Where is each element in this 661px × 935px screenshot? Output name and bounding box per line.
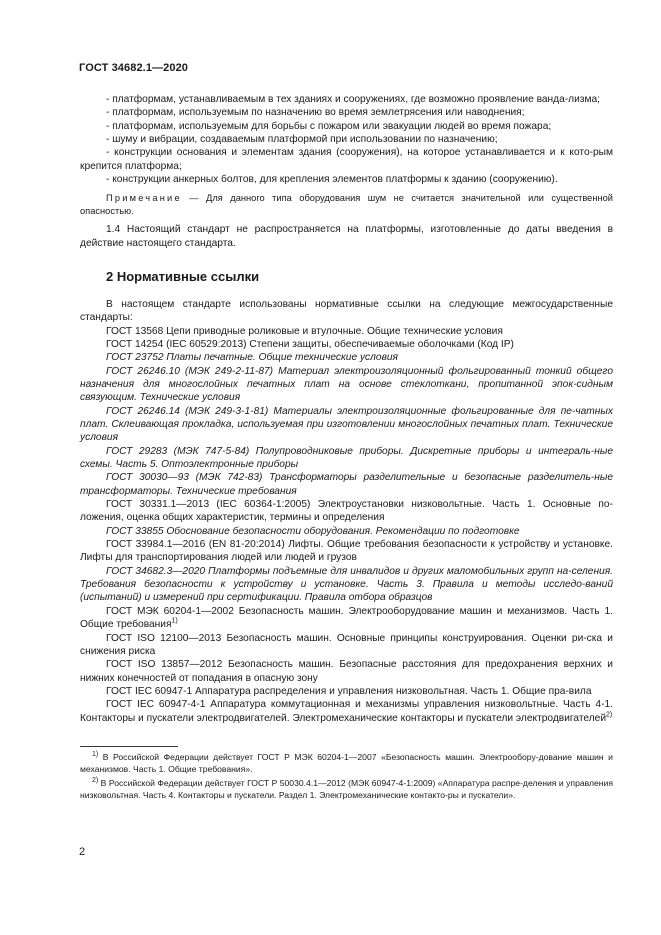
reference-text: ГОСТ 23752 Платы печатные. Общие технические условия xyxy=(106,352,398,364)
reference-item xyxy=(80,325,613,338)
reference-item xyxy=(80,351,613,364)
footnotes xyxy=(80,751,613,802)
reference-item xyxy=(80,698,613,725)
footnote-text: В Российской Федерации действует ГОСТ Р 50030.4.1—2012 (МЭК 60947-4-1:2009) «Аппаратура распре-деления и управления низковольтная. Часть 4. Контакторы и пускатели. Раздел 1. Электромеханические контакто-ры и пускатели». xyxy=(80,777,613,801)
footnote-divider xyxy=(80,746,178,747)
reference-text: ГОСТ 33855 Обоснование безопасности оборудования. Рекомендации по подготовке xyxy=(106,525,520,537)
reference-item xyxy=(80,498,613,525)
reference-item xyxy=(80,658,613,685)
reference-item xyxy=(80,525,613,538)
reference-text: ГОСТ 26246.10 (МЭК 249-2-11-87) Материал электроизоляционный фольгированный тонкий общего назначения для многослойных печатных плат на основе стеклоткани, пропитанной эпок-сидным связующим. Технические условия xyxy=(80,365,613,404)
reference-item xyxy=(80,565,613,605)
section-intro: В настоящем стандарте использованы нормативные ссылки на следующие межгосударственные стандарты: xyxy=(80,298,613,324)
note-text: — Для данного типа оборудования шум не считается значительной или существенной опасностью. xyxy=(80,193,613,216)
reference-item xyxy=(80,445,613,472)
footnote-mark: 2) xyxy=(92,776,99,784)
footnote-reference: 2) xyxy=(606,711,613,719)
references-list xyxy=(80,325,613,725)
page-number: 2 xyxy=(79,846,86,858)
list-item: - конструкции основания и элементам здания (сооружения), на которое устанавливается и к кото-рым крепится платформа; xyxy=(80,147,613,172)
reference-text: ГОСТ 30030—93 (МЭК 742-83) Трансформаторы разделительные и безопасные разделитель-ные трансформаторы. Технические требования xyxy=(80,472,613,497)
reference-text: ГОСТ 29283 (МЭК 747-5-84) Полупроводниковые приборы. Дискретные приборы и интеграль-ные схемы. Часть 5. Оптоэлектронные приборы xyxy=(80,445,613,471)
reference-text: ГОСТ 30331.1—2013 (IEC 60364-1:2005) Электроустановки низковольтные. Часть 1. Основные по-ложения, оценка общих характеристик, термины и определения xyxy=(80,499,613,524)
document-header: ГОСТ 34682.1—2020 xyxy=(79,62,189,74)
reference-item xyxy=(80,365,613,405)
note-label: Примечание xyxy=(106,193,182,204)
footnote-mark: 1) xyxy=(92,751,99,759)
list-item: - платформам, используемым по назначению во время землетрясения или наводнения; xyxy=(106,107,525,119)
footnote xyxy=(80,751,613,776)
reference-item xyxy=(80,632,613,659)
reference-item xyxy=(80,405,613,445)
reference-text: ГОСТ 26246.14 (МЭК 249-3-1-81) Материалы электроизоляционные фольгированные для пе-чатных плат. Склеивающая прокладка, используемая при изготовлении многослойных печатных плат. Технические условия xyxy=(80,405,613,444)
list-item: - конструкции анкерных болтов, для крепления элементов платформы к зданию (сооружению). xyxy=(106,174,558,186)
reference-item xyxy=(80,685,613,698)
reference-item xyxy=(80,471,613,498)
reference-text: ГОСТ 33984.1—2016 (EN 81-20:2014) Лифты. Общие требования безопасности к устройству и установке. Лифты для транспортирования людей или людей и грузов xyxy=(80,539,613,564)
section-heading: 2 Нормативные ссылки xyxy=(106,268,260,284)
list-item: - шуму и вибрации, создаваемым платформой при использовании по назначению; xyxy=(106,134,498,146)
reference-text: ГОСТ ISO 12100—2013 Безопасность машин. Основные принципы конструирования. Оценки ри-ска и снижения риска xyxy=(80,632,613,657)
exclusions-list xyxy=(80,93,613,186)
reference-text: ГОСТ 13568 Цепи приводные роликовые и втулочные. Общие технические условия xyxy=(106,325,503,337)
reference-text: ГОСТ 14254 (IEC 60529:2013) Степени защиты, обеспечиваемые оболочками (Код IP) xyxy=(106,338,514,350)
reference-text: ГОСТ IEC 60947-1 Аппаратура распределения и управления низковольтная. Часть 1. Общие пра-вила xyxy=(106,685,592,697)
reference-item xyxy=(80,338,613,351)
list-item: - платформам, устанавливаемым в тех зданиях и сооружениях, где возможно проявление ванда-лизма; xyxy=(106,94,600,105)
paragraph-1-4: 1.4 Настоящий стандарт не распространяется на платформы, изготовленные до даты введения в действие настоящего стандарта. xyxy=(80,224,613,249)
note-paragraph xyxy=(80,192,613,217)
reference-text: ГОСТ 34682.3—2020 Платформы подъемные для инвалидов и других маломобильных групп на-селения. Требования безопасности к устройству и установке. Часть 3. Правила и методы исследо-ваний (испытаний) и измерений при сертификации. Правила отбора образцов xyxy=(80,565,613,604)
reference-text: ГОСТ ISO 13857—2012 Безопасность машин. Безопасные расстояния для предохранения верхних и нижних конечностей от попадания в опасную зону xyxy=(80,659,613,684)
reference-text: ГОСТ МЭК 60204-1—2002 Безопасность машин. Электрооборудование машин и механизмов. Часть 1. Общие требования xyxy=(80,605,613,631)
reference-item xyxy=(80,538,613,565)
reference-text: ГОСТ IEC 60947-4-1 Аппаратура коммутационная и механизмы управления низковольтные. Часть 4-1. Контакторы и пускатели электродвигателей. Электромеханические контакторы и пускатели электродвигателей xyxy=(80,699,613,724)
page-body xyxy=(80,93,613,725)
footnote-reference: 1) xyxy=(171,617,178,625)
reference-item xyxy=(80,605,613,632)
list-item: - платформам, используемым для борьбы с пожаром или эвакуации людей во время пожара; xyxy=(106,120,552,132)
footnote xyxy=(80,777,613,802)
footnote-text: В Российской Федерации действует ГОСТ Р МЭК 60204-1—2007 «Безопасность машин. Электрообору-дование машин и механизмов. Часть 1. Общие требования». xyxy=(80,752,613,775)
